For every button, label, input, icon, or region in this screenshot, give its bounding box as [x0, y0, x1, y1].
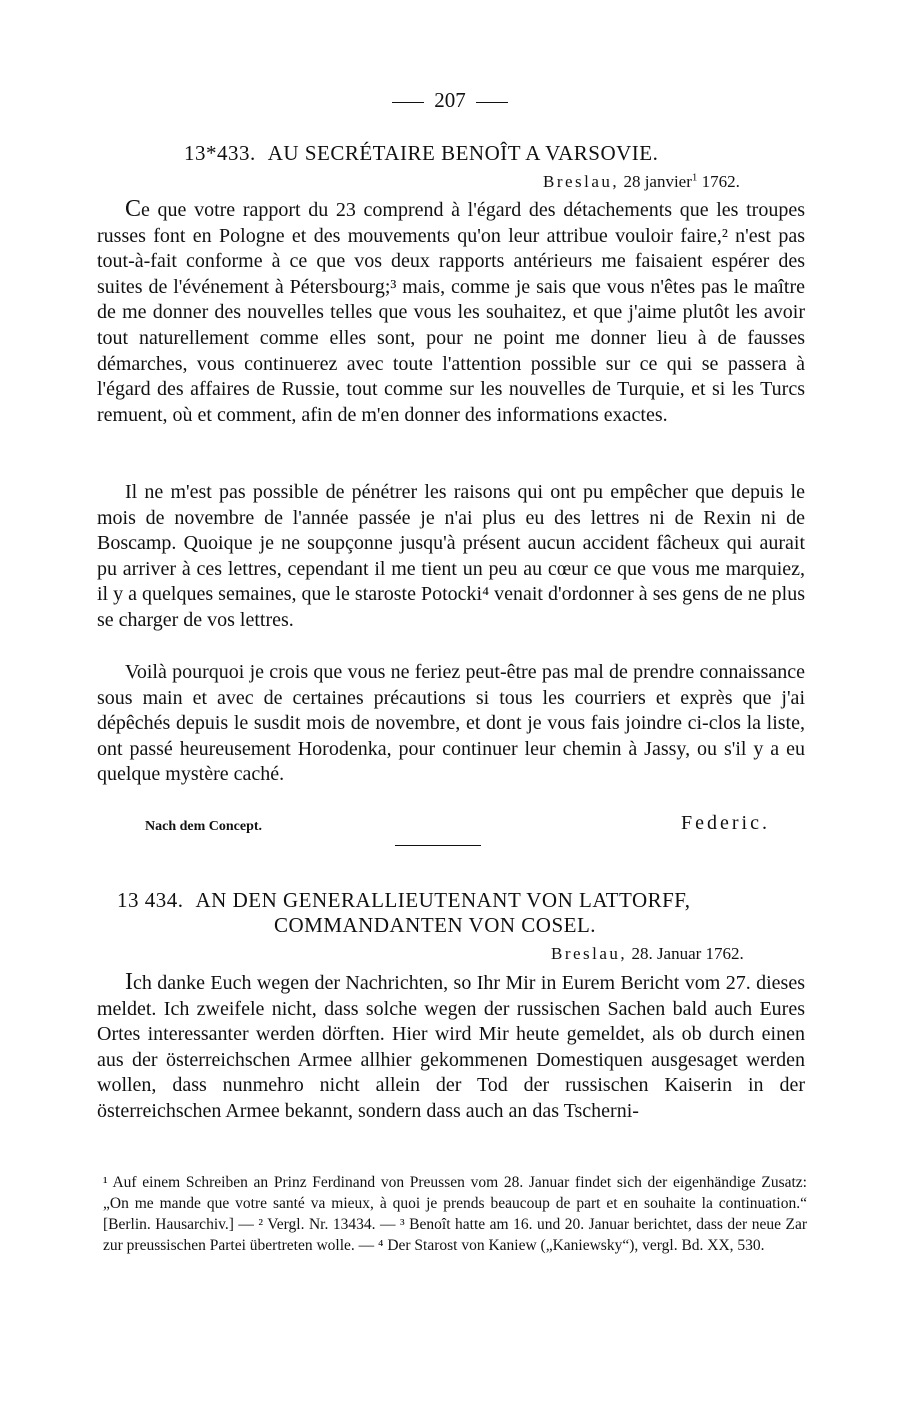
letter2-date: 28. Januar 1762. [631, 944, 744, 963]
letter1-heading [184, 141, 658, 166]
letter1-signature: Federic. [681, 812, 770, 834]
letter2-title-line-1: AN DEN GENERALLIEUTENANT VON LATTORFF, [195, 888, 691, 912]
letter1-paragraph-3-text: Voilà pourquoi je crois que vous ne feriez peut-être pas mal de prendre connaissance sous main et avec de certaines précautions si tous les courriers et exprès que j'ai dépêchés depuis le susdit mois de novembre, et dont je vous fais joindre ci-clos la liste, ont passé heureusement Horodenka, pour continuer leur chemin à Jassy, ou s'il y a eu quelque mystère caché. [97, 661, 805, 786]
section-separator [395, 845, 481, 846]
letter1-initial: C [125, 196, 142, 222]
footnotes [103, 1172, 807, 1256]
letter1-paragraph-3 [97, 660, 805, 788]
footnotes-text: ¹ Auf einem Schreiben an Prinz Ferdinand von Preussen vom 28. Januar findet sich der eigenhändige Zusatz: „On me mande que votre santé va mieux, à quoi je prends beaucoup de part et en souhaite la continuation.“ [Berlin. Hausarchiv.] — ² Vergl. Nr. 13434. — ³ Benoît hatte am 16. und 20. Januar berichtet, dass der neue Zar zur preussischen Partei übertreten wolle. — ⁴ Der Starost von Kaniew („Kaniewsky“), vergl. Bd. XX, 530. [103, 1174, 807, 1254]
letter2-paragraph-1 [97, 970, 805, 1125]
letter1-place: Breslau, [543, 172, 620, 191]
letter2-number: 13 434. [117, 888, 184, 912]
letter1-paragraph-1 [97, 197, 805, 428]
letter2-initial: I [125, 969, 133, 995]
letter2-heading-line-1 [117, 888, 691, 913]
page-number-dash-right [476, 102, 508, 103]
letter1-number: 13*433. [184, 141, 256, 165]
letter1-dateline [543, 172, 740, 192]
letter1-source-note: Nach dem Concept. [145, 819, 263, 834]
letter1-paragraph-1-text: e que votre rapport du 23 comprend à l'égard des détachements que les troupes russes font en Pologne et des mouvements qu'on leur attribue vouloir faire,² n'est pas tout-à-fait conforme à ce que vos deux rapports antérieurs me faisaient espérer des suites de l'événement à Pétersbourg;³ mais, comme je sais que vous n'êtes pas le maître de me donner des nouvelles telles que vous les souhaitez, et que j'aime plutôt les avoir tout naturellement comme elles sont, pour ne point me donner lieu à de fausses démarches, vous continuerez avec toute l'attention possible sur ce qui se passera à l'égard des affaires de Russie, tout comme sur les nouvelles de Turquie, et si les Turcs remuent, où et comment, afin de m'en donner des informations exactes. [97, 199, 805, 426]
letter1-paragraph-2 [97, 480, 805, 634]
letter2-title-line-2: COMMANDANTEN VON COSEL. [274, 913, 597, 937]
letter1-date: 28 janvier [623, 172, 692, 191]
letter1-date-footnote-ref: 1 [691, 171, 698, 184]
letter2-paragraph-1-text: ch danke Euch wegen der Nachrichten, so Ihr Mir in Eurem Bericht vom 27. dieses meldet. Ich zweifele nicht, dass solche wegen der russischen Sachen bald auch Eures Ortes interessanter werden dörften. Hier wird Mir heute gemeldet, als ob durch einen aus der österreichschen Armee allhier gekommenen Domestiquen ausgesaget werden wollen, dass nunmehro nicht allein der Tod der russischen Kaiserin in der österreichschen Armee bekannt, sondern dass auch an das Tscherni- [97, 972, 805, 1122]
letter2-place: Breslau, [551, 944, 628, 963]
letter2-heading-line-2 [274, 913, 596, 938]
letter1-title: AU SECRÉTAIRE BENOÎT A VARSOVIE. [267, 141, 659, 165]
page-number-dash-left [392, 102, 424, 103]
letter2-dateline [551, 944, 744, 964]
page-number [0, 88, 900, 113]
letter1-year: 1762. [701, 172, 740, 191]
page-number-value: 207 [434, 88, 466, 112]
letter1-paragraph-2-text: Il ne m'est pas possible de pénétrer les raisons qui ont pu empêcher que depuis le mois de novembre de l'année passée je n'ai plus eu des lettres ni de Rexin ni de Boscamp. Quoique je ne soupçonne jusqu'à présent aucun accident fâcheux qui aurait pu arriver à ces lettres, cependant il me tient un peu au cœur ce que vous me marquiez, il y a quelques semaines, que le staroste Potocki⁴ venait d'ordonner à ses gens de ne plus se charger de vos lettres. [97, 481, 805, 631]
